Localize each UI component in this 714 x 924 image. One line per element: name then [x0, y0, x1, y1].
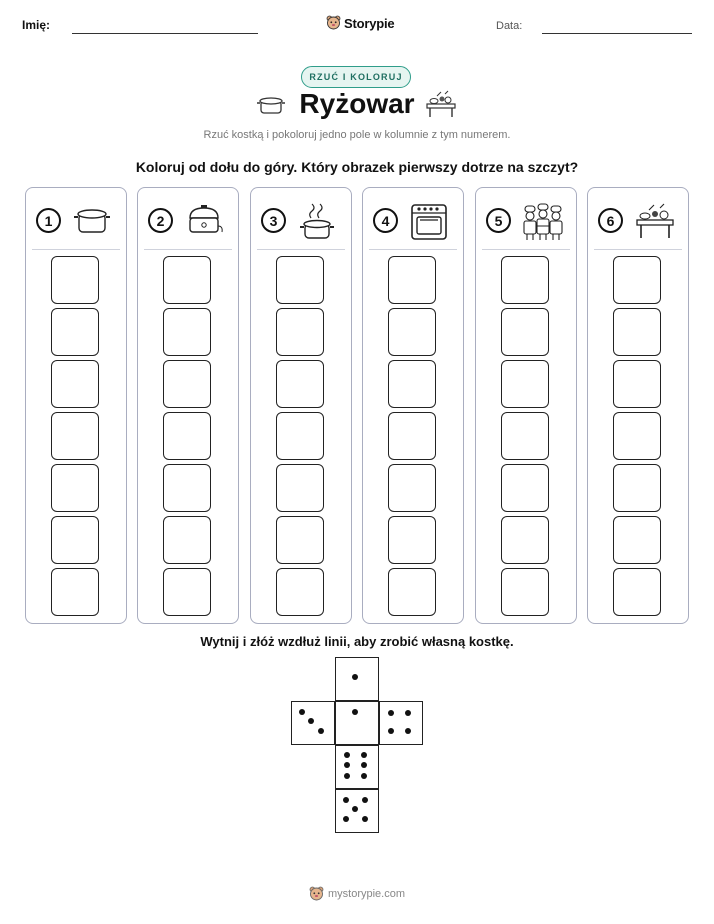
- brand-name: Storypie: [344, 15, 395, 31]
- pip: [344, 762, 350, 768]
- pot-icon: [72, 202, 112, 238]
- color-cell[interactable]: [388, 256, 436, 304]
- subtitle: Rzuć kostką i pokoloruj jedno pole w kolumnie z tym numerem.: [203, 129, 511, 141]
- pip: [405, 710, 411, 716]
- steaming-pot-icon: [297, 202, 337, 242]
- die-face-center[interactable]: [335, 701, 379, 745]
- color-cell[interactable]: [163, 308, 211, 356]
- storypie-mascot-icon: [326, 15, 341, 31]
- footer-site[interactable]: mystorypie.com: [327, 888, 406, 900]
- pip: [362, 797, 368, 803]
- pip: [361, 762, 367, 768]
- column-number: 6: [598, 208, 623, 233]
- column-divider: [482, 249, 570, 250]
- pip: [388, 728, 394, 734]
- pip: [352, 674, 358, 680]
- color-cell[interactable]: [501, 308, 549, 356]
- color-cell[interactable]: [613, 464, 661, 512]
- color-cell[interactable]: [613, 516, 661, 564]
- color-cell[interactable]: [501, 464, 549, 512]
- column-number: 3: [261, 208, 286, 233]
- color-cell[interactable]: [276, 516, 324, 564]
- kitchen-table-icon: [424, 90, 458, 118]
- color-cell[interactable]: [613, 568, 661, 616]
- color-cell[interactable]: [276, 464, 324, 512]
- pip: [405, 728, 411, 734]
- color-cell[interactable]: [276, 568, 324, 616]
- color-cell[interactable]: [388, 516, 436, 564]
- color-cell[interactable]: [388, 568, 436, 616]
- die-face-1[interactable]: [335, 657, 379, 701]
- pip: [388, 710, 394, 716]
- die-face-3[interactable]: [291, 701, 335, 745]
- color-cell[interactable]: [51, 516, 99, 564]
- column-divider: [32, 249, 120, 250]
- pip: [343, 797, 349, 803]
- color-cell[interactable]: [163, 516, 211, 564]
- color-cell[interactable]: [388, 412, 436, 460]
- storypie-mascot-icon: [309, 886, 324, 902]
- date-line[interactable]: [542, 33, 692, 34]
- pip: [344, 773, 350, 779]
- die-face-4[interactable]: [379, 701, 423, 745]
- color-cell[interactable]: [276, 360, 324, 408]
- chefs-icon: [522, 202, 564, 242]
- instruction: Koloruj od dołu do góry. Który obrazek pierwszy dotrze na szczyt?: [135, 159, 579, 175]
- rice-cooker-icon: [184, 202, 224, 238]
- column-divider: [144, 249, 232, 250]
- oven-icon: [409, 202, 449, 242]
- color-cell[interactable]: [276, 256, 324, 304]
- date-label: Data:: [496, 20, 523, 32]
- pip: [352, 709, 358, 715]
- die-face-6[interactable]: [335, 745, 379, 789]
- color-cell[interactable]: [613, 256, 661, 304]
- column-divider: [369, 249, 457, 250]
- color-cell[interactable]: [613, 308, 661, 356]
- pip: [318, 728, 324, 734]
- color-cell[interactable]: [613, 360, 661, 408]
- color-cell[interactable]: [613, 412, 661, 460]
- color-cell[interactable]: [51, 256, 99, 304]
- color-cell[interactable]: [501, 516, 549, 564]
- column-6: [587, 187, 689, 624]
- cut-instruction: Wytnij i złóż wzdłuż linii, aby zrobić własną kostkę.: [200, 634, 514, 649]
- page-title: Ryżowar: [299, 88, 415, 119]
- color-cell[interactable]: [163, 464, 211, 512]
- color-cell[interactable]: [388, 360, 436, 408]
- color-cell[interactable]: [501, 360, 549, 408]
- column-divider: [594, 249, 682, 250]
- color-cell[interactable]: [51, 360, 99, 408]
- kitchen-table-icon: [634, 202, 676, 240]
- column-1: [25, 187, 127, 624]
- name-label: Imię:: [22, 18, 51, 32]
- pip: [361, 752, 367, 758]
- color-cell[interactable]: [163, 412, 211, 460]
- color-cell[interactable]: [163, 568, 211, 616]
- color-cell[interactable]: [501, 412, 549, 460]
- column-4: [362, 187, 464, 624]
- color-cell[interactable]: [388, 464, 436, 512]
- column-5: [475, 187, 577, 624]
- activity-badge: RZUĆ I KOLORUJ: [301, 66, 411, 88]
- color-cell[interactable]: [51, 568, 99, 616]
- color-cell[interactable]: [51, 412, 99, 460]
- color-cell[interactable]: [163, 360, 211, 408]
- column-number: 4: [373, 208, 398, 233]
- pip: [344, 752, 350, 758]
- footer: [0, 886, 714, 902]
- column-2: [137, 187, 239, 624]
- color-cell[interactable]: [388, 308, 436, 356]
- pip: [343, 816, 349, 822]
- die-face-5[interactable]: [335, 789, 379, 833]
- name-line[interactable]: [72, 33, 258, 34]
- column-number: 1: [36, 208, 61, 233]
- color-cell[interactable]: [51, 464, 99, 512]
- column-number: 2: [148, 208, 173, 233]
- color-cell[interactable]: [163, 256, 211, 304]
- pip: [308, 718, 314, 724]
- column-divider: [257, 249, 345, 250]
- column-3: [250, 187, 352, 624]
- column-number: 5: [486, 208, 511, 233]
- color-cell[interactable]: [51, 308, 99, 356]
- pot-icon: [256, 94, 286, 116]
- color-cell[interactable]: [501, 568, 549, 616]
- pip: [362, 816, 368, 822]
- pip: [299, 709, 305, 715]
- color-cell[interactable]: [501, 256, 549, 304]
- color-cell[interactable]: [276, 412, 324, 460]
- pip: [352, 806, 358, 812]
- brand-logo: [326, 14, 394, 32]
- color-cell[interactable]: [276, 308, 324, 356]
- pip: [361, 773, 367, 779]
